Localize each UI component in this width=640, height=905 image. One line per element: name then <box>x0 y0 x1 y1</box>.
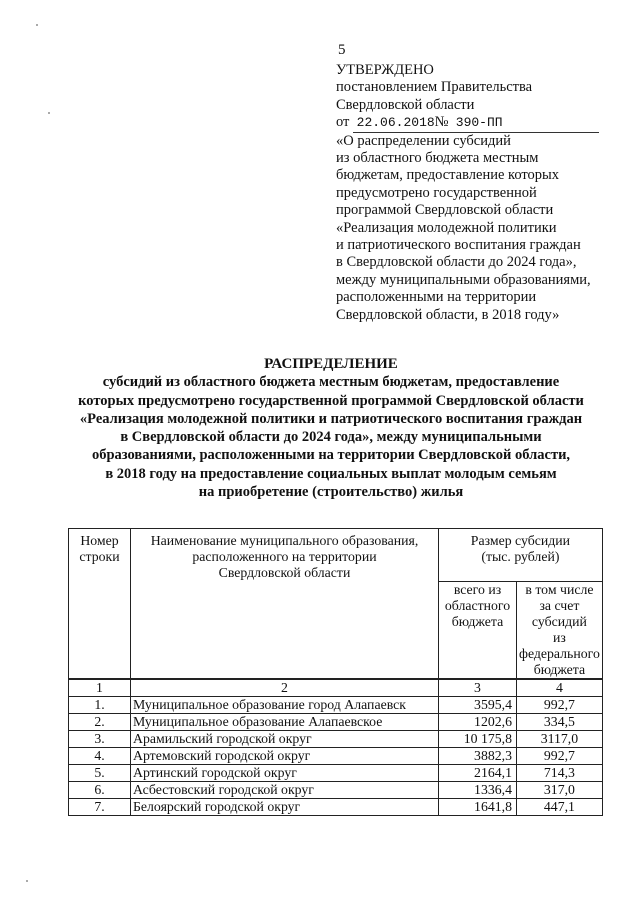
header-total <box>439 582 517 680</box>
table-row <box>69 748 603 765</box>
header-text: расположенного на территории <box>192 549 377 564</box>
title-line: субсидий из областного бюджета местным бюджетам, предоставление <box>102 374 560 391</box>
title-line: «Реализация молодежной политики и патриотического воспитания граждан <box>79 410 583 427</box>
header-text: бюджета <box>451 614 504 629</box>
decree-title-line: «Реализация молодежной политики <box>336 219 557 236</box>
approval-heading: УТВЕРЖДЕНО <box>336 62 434 78</box>
decree-title-line: программой Свердловской области <box>336 202 554 219</box>
title-heading: РАСПРЕДЕЛЕНИЕ <box>264 356 398 372</box>
header-text: бюджета <box>533 662 586 677</box>
row-federal: 992,7 <box>517 697 603 714</box>
row-name: Муниципальное образование Алапаевское <box>131 714 439 731</box>
header-text: Наименование муниципального образования, <box>150 533 419 548</box>
row-number: 7. <box>69 799 131 816</box>
row-federal: 992,7 <box>517 748 603 765</box>
table-row <box>69 782 603 799</box>
scan-speck <box>48 112 50 114</box>
page-number: 5 <box>338 42 346 58</box>
date-label: от <box>336 114 350 131</box>
decree-title-line: в Свердловской области до 2024 года», <box>336 254 577 271</box>
row-total: 3882,3 <box>439 748 517 765</box>
decree-title-line: предусмотрено государственной <box>336 184 537 201</box>
header-text: (тыс. рублей) <box>481 549 560 564</box>
row-name: Белоярский городской округ <box>131 799 439 816</box>
header-text: строки <box>79 549 120 564</box>
header-text: в том числе <box>525 582 594 597</box>
approval-line: постановлением Правительства <box>336 79 533 96</box>
row-total: 1641,8 <box>439 799 517 816</box>
row-federal: 317,0 <box>517 782 603 799</box>
row-federal: 714,3 <box>517 765 603 782</box>
table-row <box>69 731 603 748</box>
decree-title-line: между муниципальными образованиями, <box>336 271 591 288</box>
row-federal: 334,5 <box>517 714 603 731</box>
row-number: 6. <box>69 782 131 799</box>
row-total: 10 175,8 <box>439 731 517 748</box>
header-text: Свердловской области <box>218 565 351 580</box>
row-total: 1202,6 <box>439 714 517 731</box>
title-line: которых предусмотрено государственной программой Свердловской области <box>78 392 584 409</box>
row-total: 2164,1 <box>439 765 517 782</box>
row-name: Арамильский городской округ <box>131 731 439 748</box>
decree-title-line: и патриотического воспитания граждан <box>336 237 581 254</box>
row-number: 1. <box>69 697 131 714</box>
document-title <box>40 355 622 501</box>
index-cell: 4 <box>517 679 603 697</box>
header-text: областного <box>444 598 511 613</box>
table-row <box>69 714 603 731</box>
row-federal: 447,1 <box>517 799 603 816</box>
decree-date: 22.06.2018 <box>356 115 435 131</box>
table-header-row <box>69 529 603 582</box>
header-subsidy <box>439 529 603 582</box>
header-federal <box>517 582 603 680</box>
approval-block <box>336 62 626 324</box>
header-text: субсидий <box>531 614 587 629</box>
row-number: 2. <box>69 714 131 731</box>
number-label: № <box>434 114 449 131</box>
title-line: в Свердловской области до 2024 года», между муниципальными <box>120 429 542 446</box>
row-name: Асбестовский городской округ <box>131 782 439 799</box>
index-cell: 1 <box>69 679 131 697</box>
date-number-underline <box>353 114 599 132</box>
header-text: из <box>553 630 566 645</box>
decree-number: 390-ПП <box>455 115 503 131</box>
table-row <box>69 765 603 782</box>
title-line: образованиями, расположенными на территории Свердловской области, <box>91 447 571 464</box>
scan-speck <box>36 24 38 26</box>
row-federal: 3117,0 <box>517 731 603 748</box>
header-text: федерального <box>519 646 600 661</box>
row-number: 3. <box>69 731 131 748</box>
decree-title-line: Свердловской области, в 2018 году» <box>336 306 560 323</box>
header-number <box>69 529 131 680</box>
header-text: за счет <box>539 598 580 613</box>
decree-title-line: бюджетам, предоставление которых <box>336 167 560 184</box>
approval-line: Свердловской области <box>336 96 475 113</box>
row-name: Артинский городской округ <box>131 765 439 782</box>
row-name: Муниципальное образование город Алапаевск <box>131 697 439 714</box>
table-index-row <box>69 679 603 697</box>
table-row <box>69 697 603 714</box>
approval-date-line <box>336 114 626 132</box>
decree-title-line: расположенными на территории <box>336 289 537 306</box>
row-total: 3595,4 <box>439 697 517 714</box>
scan-speck <box>26 880 28 882</box>
index-cell: 2 <box>131 679 439 697</box>
header-name <box>131 529 439 680</box>
header-text: Размер субсидии <box>470 533 571 548</box>
title-line: в 2018 году на предоставление социальных выплат молодым семьям <box>105 465 557 482</box>
row-total: 1336,4 <box>439 782 517 799</box>
header-text: всего из <box>453 582 502 597</box>
decree-title-line: «О распределении субсидий <box>336 132 511 149</box>
subsidy-table <box>68 528 603 816</box>
row-name: Артемовский городской округ <box>131 748 439 765</box>
row-number: 4. <box>69 748 131 765</box>
title-line: на приобретение (строительство) жилья <box>198 484 464 501</box>
index-cell: 3 <box>439 679 517 697</box>
table-row <box>69 799 603 816</box>
row-number: 5. <box>69 765 131 782</box>
decree-title-line: из областного бюджета местным <box>336 150 539 167</box>
header-text: Номер <box>80 533 119 548</box>
